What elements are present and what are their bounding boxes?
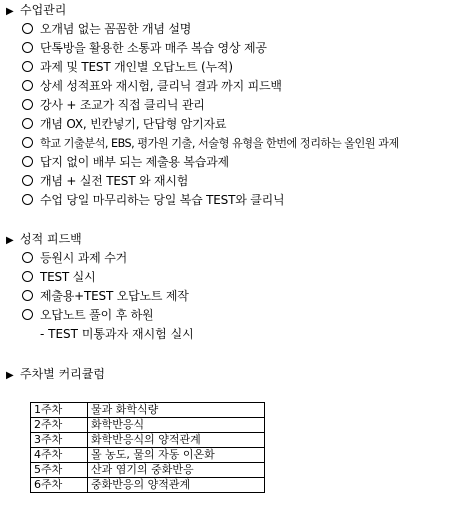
topic-cell: 몰 농도, 물의 자동 이온화 — [88, 448, 265, 463]
sub-list-item-text: - TEST 미통과자 재시험 실시 — [40, 327, 194, 341]
section-heading-text: 수업관리 — [20, 3, 67, 17]
circle-bullet-icon — [22, 61, 33, 72]
list-item-text: 개념 + 실전 TEST 와 재시험 — [40, 174, 189, 188]
week-cell: 6주차 — [31, 478, 88, 493]
section-heading-class-management — [6, 1, 66, 19]
list-item-text: 답지 없이 배부 되는 제출용 복습과제 — [40, 155, 229, 169]
table-row — [31, 403, 265, 418]
circle-bullet-icon — [22, 175, 33, 186]
topic-cell: 산과 염기의 중화반응 — [88, 463, 265, 478]
circle-bullet-icon — [22, 42, 33, 53]
topic-cell: 물과 화학식량 — [88, 403, 265, 418]
list-item — [22, 268, 95, 286]
circle-bullet-icon — [22, 23, 33, 34]
circle-bullet-icon — [22, 194, 33, 205]
triangle-right-icon: ▶ — [6, 370, 14, 381]
list-item — [22, 77, 282, 95]
week-cell: 2주차 — [31, 418, 88, 433]
week-cell: 5주차 — [31, 463, 88, 478]
list-item-text: 등원시 과제 수거 — [40, 251, 127, 265]
sub-list-item — [40, 325, 194, 343]
list-item — [22, 58, 233, 76]
list-item — [22, 287, 189, 305]
circle-bullet-icon — [22, 309, 33, 320]
circle-bullet-icon — [22, 80, 33, 91]
week-cell: 4주차 — [31, 448, 88, 463]
topic-cell: 화학반응식 — [88, 418, 265, 433]
list-item — [22, 191, 284, 209]
week-cell: 1주차 — [31, 403, 88, 418]
table-row — [31, 433, 265, 448]
list-item-text: 오답노트 풀이 후 하원 — [40, 308, 154, 322]
list-item-text: 단톡방을 활용한 소통과 매주 복습 영상 제공 — [40, 41, 267, 55]
list-item — [22, 306, 153, 324]
circle-bullet-icon — [22, 118, 33, 129]
table-row — [31, 418, 265, 433]
list-item-text: TEST 실시 — [40, 270, 96, 284]
list-item — [22, 115, 226, 133]
list-item — [22, 20, 191, 38]
circle-bullet-icon — [22, 271, 33, 282]
circle-bullet-icon — [22, 156, 33, 167]
topic-cell: 중화반응의 양적관계 — [88, 478, 265, 493]
table-row — [31, 463, 265, 478]
list-item-text: 개념 OX, 빈칸넣기, 단답형 암기자료 — [40, 117, 227, 131]
list-item-text: 강사 + 조교가 직접 클리닉 관리 — [40, 98, 205, 112]
table-row — [31, 448, 265, 463]
circle-bullet-icon — [22, 252, 33, 263]
curriculum-table — [30, 402, 265, 493]
list-item-text: 제출용+TEST 오답노트 제작 — [40, 289, 189, 303]
list-item — [22, 153, 229, 171]
list-item-text: 오개념 없는 꼼꼼한 개념 설명 — [40, 22, 192, 36]
circle-bullet-icon — [22, 290, 33, 301]
list-item-text: 과제 및 TEST 개인별 오답노트 (누적) — [40, 60, 233, 74]
list-item — [22, 249, 127, 267]
list-item-text: 학교 기출분석, EBS, 평가원 기출, 서술형 유형을 한번에 정리하는 올인원 과제 — [40, 137, 399, 150]
section-heading-weekly-curriculum — [6, 365, 105, 383]
section-heading-text: 주차별 커리큘럼 — [20, 367, 105, 381]
table-row — [31, 478, 265, 493]
triangle-right-icon: ▶ — [6, 235, 14, 246]
topic-cell: 화학반응식의 양적관계 — [88, 433, 265, 448]
circle-bullet-icon — [22, 137, 33, 148]
list-item-text: 수업 당일 마무리하는 당일 복습 TEST와 클리닉 — [40, 193, 285, 207]
section-heading-grade-feedback — [6, 230, 82, 248]
circle-bullet-icon — [22, 99, 33, 110]
list-item — [22, 134, 399, 152]
list-item — [22, 96, 205, 114]
week-cell: 3주차 — [31, 433, 88, 448]
list-item — [22, 172, 188, 190]
triangle-right-icon: ▶ — [6, 6, 14, 17]
list-item-text: 상세 성적표와 재시험, 클리닉 결과 까지 피드백 — [40, 79, 282, 93]
list-item — [22, 39, 267, 57]
section-heading-text: 성적 피드백 — [20, 232, 82, 246]
